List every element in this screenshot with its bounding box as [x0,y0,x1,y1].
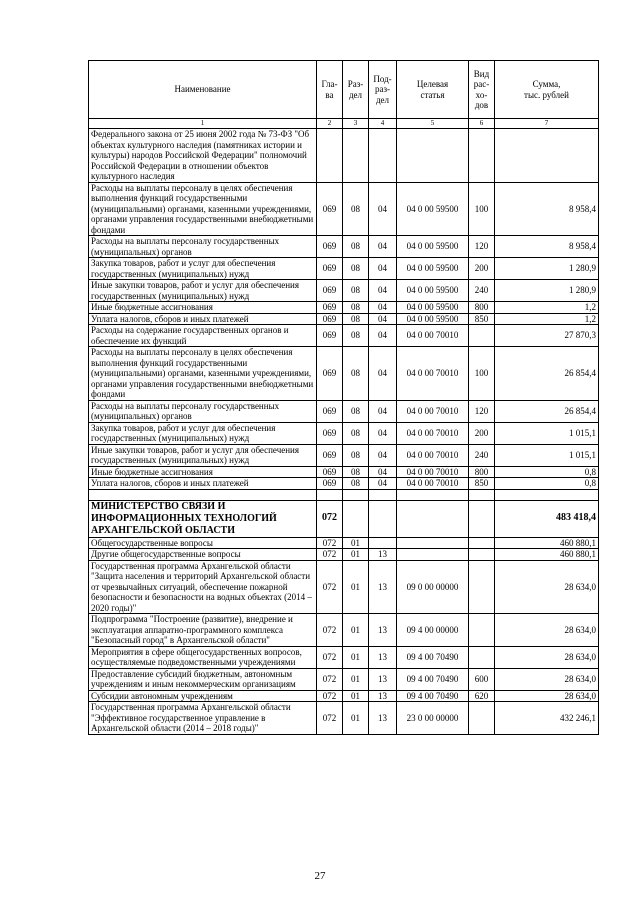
header-vid: Вид рас- хо- дов [469,61,495,119]
table-row [89,668,599,690]
row-sum: 28 634,0 [495,614,599,647]
ministry-name: МИНИСТЕРСТВО СВЯЗИ И ИНФОРМАЦИОННЫХ ТЕХНОЛОГИЙ АРХАНГЕЛЬСКОЙ ОБЛАСТИ [89,500,317,537]
row-razdel: 08 [343,478,369,490]
row-name: Общегосударственные вопросы [89,537,317,549]
row-podrazdel: 04 [369,422,397,444]
row-glava: 069 [317,422,343,444]
row-statya: 04 0 00 59500 [397,182,469,236]
header-glava: Гла- ва [317,61,343,119]
row-razdel: 08 [343,422,369,444]
colnum: 4 [369,119,397,129]
row-statya: 04 0 00 70010 [397,422,469,444]
row-statya [397,537,469,549]
row-podrazdel: 13 [369,614,397,647]
row-podrazdel: 13 [369,668,397,690]
table-row [89,444,599,466]
row-statya: 04 0 00 70010 [397,444,469,466]
row-name: Государственная программа Архангельской области "Эффективное государственное управление в Архангельской области (2014 – 2018 годы)" [89,702,317,735]
row-statya: 09 4 00 00000 [397,614,469,647]
row-glava: 072 [317,560,343,614]
row-name: Расходы на выплаты персоналу в целях обеспечения выполнения функций государственными (муниципальными) органами, казенными учреждениями, органами управления государственными внебюджетными фондами [89,347,317,401]
row-vid: 850 [469,313,495,325]
row-name: Подпрограмма "Построение (развитие), внедрение и эксплуатация аппаратно-программного комплекса "Безопасный город" в Архангельской области" [89,614,317,647]
row-glava: 072 [317,702,343,735]
row-glava: 069 [317,444,343,466]
row-razdel: 08 [343,325,369,347]
colnum: 3 [343,119,369,129]
budget-table-page [88,60,598,735]
colnum: 6 [469,119,495,129]
row-name: Расходы на содержание государственных органов и обеспечение их функций [89,325,317,347]
row-glava: 069 [317,280,343,302]
row-razdel: 08 [343,313,369,325]
table-row [89,422,599,444]
row-razdel: 08 [343,444,369,466]
header-name: Наименование [89,61,317,119]
row-sum [495,129,599,183]
table-body-culture [89,129,599,490]
row-podrazdel: 13 [369,646,397,668]
row-razdel: 01 [343,560,369,614]
row-vid [469,702,495,735]
row-sum: 1,2 [495,302,599,314]
row-name: Мероприятия в сфере общегосударственных вопросов, осуществляемые подведомственными учреждениями [89,646,317,668]
row-razdel: 01 [343,549,369,561]
row-razdel: 01 [343,537,369,549]
table-row [89,690,599,702]
table-body-ministry-items [89,537,599,734]
row-razdel: 01 [343,614,369,647]
header-razdel: Раз- дел [343,61,369,119]
row-razdel: 08 [343,347,369,401]
table-header [89,61,599,129]
row-podrazdel: 04 [369,302,397,314]
row-name: Расходы на выплаты персоналу в целях обеспечения выполнения функций государственными (муниципальными) органами, казенными учреждениями, органами управления государственными внебюджетными фондами [89,182,317,236]
row-name: Уплата налогов, сборов и иных платежей [89,313,317,325]
colnum: 5 [397,119,469,129]
table-row [89,560,599,614]
row-sum: 28 634,0 [495,560,599,614]
row-name: Иные закупки товаров, работ и услуг для обеспечения государственных (муниципальных) нужд [89,280,317,302]
row-vid [469,325,495,347]
row-razdel: 01 [343,702,369,735]
table-row [89,646,599,668]
row-statya: 23 0 00 00000 [397,702,469,735]
row-sum: 0,8 [495,478,599,490]
row-razdel: 01 [343,690,369,702]
row-podrazdel: 04 [369,182,397,236]
row-glava: 069 [317,302,343,314]
row-podrazdel: 13 [369,690,397,702]
row-podrazdel: 13 [369,549,397,561]
row-podrazdel: 13 [369,560,397,614]
row-vid: 200 [469,422,495,444]
row-glava: 069 [317,325,343,347]
ministry-glava: 072 [317,500,343,537]
table-row [89,258,599,280]
table-row [89,478,599,490]
row-vid [469,560,495,614]
row-razdel: 08 [343,258,369,280]
table-row [89,466,599,478]
row-razdel: 01 [343,646,369,668]
row-razdel: 08 [343,182,369,236]
table-row [89,182,599,236]
table-row [89,400,599,422]
row-name: Расходы на выплаты персоналу государственных (муниципальных) органов [89,236,317,258]
row-name: Иные закупки товаров, работ и услуг для обеспечения государственных (муниципальных) нужд [89,444,317,466]
row-name: Федерального закона от 25 июня 2002 года № 73-ФЗ "Об объектах культурного наследия (памятниках истории и культуры) народов Российской Федерации" полномочий Российской Федерации в отношении объектов культурного наследия [89,129,317,183]
row-statya: 04 0 00 59500 [397,280,469,302]
row-sum: 1 280,9 [495,280,599,302]
row-glava: 072 [317,614,343,647]
row-glava: 069 [317,478,343,490]
row-statya: 09 4 00 70490 [397,690,469,702]
row-name: Расходы на выплаты персоналу государственных (муниципальных) органов [89,400,317,422]
row-name: Иные бюджетные ассигнования [89,302,317,314]
row-name: Уплата налогов, сборов и иных платежей [89,478,317,490]
row-glava: 069 [317,400,343,422]
column-numbers-row [89,119,599,129]
table-row [89,549,599,561]
row-podrazdel: 13 [369,702,397,735]
header-statya: Целевая статья [397,61,469,119]
row-razdel: 08 [343,466,369,478]
row-statya: 04 0 00 70010 [397,347,469,401]
row-sum: 28 634,0 [495,646,599,668]
header-summa: Сумма, тыс. рублей [495,61,599,119]
row-glava: 069 [317,313,343,325]
row-statya: 04 0 00 70010 [397,325,469,347]
row-statya: 09 4 00 70490 [397,646,469,668]
row-podrazdel: 04 [369,280,397,302]
row-statya: 04 0 00 59500 [397,258,469,280]
table-row [89,129,599,183]
row-glava: 072 [317,549,343,561]
row-glava: 069 [317,236,343,258]
row-sum: 1 280,9 [495,258,599,280]
row-razdel: 08 [343,280,369,302]
row-vid [469,614,495,647]
row-podrazdel: 04 [369,478,397,490]
row-sum: 26 854,4 [495,400,599,422]
row-statya: 04 0 00 59500 [397,236,469,258]
row-statya: 04 0 00 70010 [397,400,469,422]
row-name: Закупка товаров, работ и услуг для обеспечения государственных (муниципальных) нужд [89,422,317,444]
row-vid: 800 [469,302,495,314]
row-podrazdel: 04 [369,325,397,347]
row-glava: 069 [317,347,343,401]
row-razdel: 08 [343,400,369,422]
row-glava: 069 [317,466,343,478]
colnum: 1 [89,119,317,129]
row-sum: 1 015,1 [495,444,599,466]
row-name: Субсидии автономным учреждениям [89,690,317,702]
table-row [89,236,599,258]
row-sum: 0,8 [495,466,599,478]
row-statya: 09 4 00 70490 [397,668,469,690]
row-statya: 04 0 00 59500 [397,313,469,325]
colnum: 2 [317,119,343,129]
row-sum: 8 958,4 [495,182,599,236]
row-glava: 072 [317,690,343,702]
spacer-row [89,489,599,500]
table-row [89,537,599,549]
row-vid [469,129,495,183]
row-sum: 432 246,1 [495,702,599,735]
table-row [89,302,599,314]
table-row [89,325,599,347]
row-vid: 240 [469,280,495,302]
table-row [89,614,599,647]
row-sum: 26 854,4 [495,347,599,401]
row-razdel: 01 [343,668,369,690]
row-podrazdel: 04 [369,400,397,422]
row-name: Предоставление субсидий бюджетным, автономным учреждениям и иным некоммерческим организациям [89,668,317,690]
row-name: Иные бюджетные ассигнования [89,466,317,478]
row-podrazdel: 04 [369,313,397,325]
row-vid [469,646,495,668]
row-sum: 1 015,1 [495,422,599,444]
budget-table [88,60,599,735]
table-row [89,313,599,325]
row-statya: 09 0 00 00000 [397,560,469,614]
row-statya [397,549,469,561]
row-podrazdel [369,537,397,549]
row-podrazdel [369,129,397,183]
row-razdel: 08 [343,302,369,314]
row-podrazdel: 04 [369,444,397,466]
row-sum: 8 958,4 [495,236,599,258]
page-number: 27 [314,870,326,882]
row-statya: 04 0 00 70010 [397,466,469,478]
row-statya: 04 0 00 59500 [397,302,469,314]
row-name: Государственная программа Архангельской области "Защита населения и территорий Архангельской области от чрезвычайных ситуаций, обеспечение пожарной безопасности и безопасности на водных объектах (2014 – 2020 годы)" [89,560,317,614]
row-vid: 200 [469,258,495,280]
row-statya: 04 0 00 70010 [397,478,469,490]
row-glava: 072 [317,646,343,668]
header-podrazdel: Под- раз- дел [369,61,397,119]
row-vid [469,537,495,549]
table-row [89,280,599,302]
row-vid: 100 [469,182,495,236]
row-vid: 100 [469,347,495,401]
row-razdel: 08 [343,236,369,258]
row-vid: 600 [469,668,495,690]
row-name: Закупка товаров, работ и услуг для обеспечения государственных (муниципальных) нужд [89,258,317,280]
ministry-row [89,500,599,537]
row-podrazdel: 04 [369,258,397,280]
row-podrazdel: 04 [369,236,397,258]
row-sum: 460 880,1 [495,537,599,549]
row-vid: 850 [469,478,495,490]
row-vid: 120 [469,236,495,258]
ministry-sum: 483 418,4 [495,500,599,537]
table-row [89,702,599,735]
colnum: 7 [495,119,599,129]
row-glava: 069 [317,258,343,280]
row-vid [469,549,495,561]
row-name: Другие общегосударственные вопросы [89,549,317,561]
row-sum: 460 880,1 [495,549,599,561]
row-vid: 120 [469,400,495,422]
row-statya [397,129,469,183]
row-sum: 1,2 [495,313,599,325]
row-glava: 072 [317,537,343,549]
row-sum: 28 634,0 [495,690,599,702]
row-sum: 27 870,3 [495,325,599,347]
row-glava: 069 [317,182,343,236]
row-podrazdel: 04 [369,347,397,401]
table-body-ministry [89,489,599,537]
row-vid: 240 [469,444,495,466]
row-razdel [343,129,369,183]
row-vid: 620 [469,690,495,702]
row-glava: 072 [317,668,343,690]
row-vid: 800 [469,466,495,478]
row-sum: 28 634,0 [495,668,599,690]
row-podrazdel: 04 [369,466,397,478]
row-glava [317,129,343,183]
table-row [89,347,599,401]
